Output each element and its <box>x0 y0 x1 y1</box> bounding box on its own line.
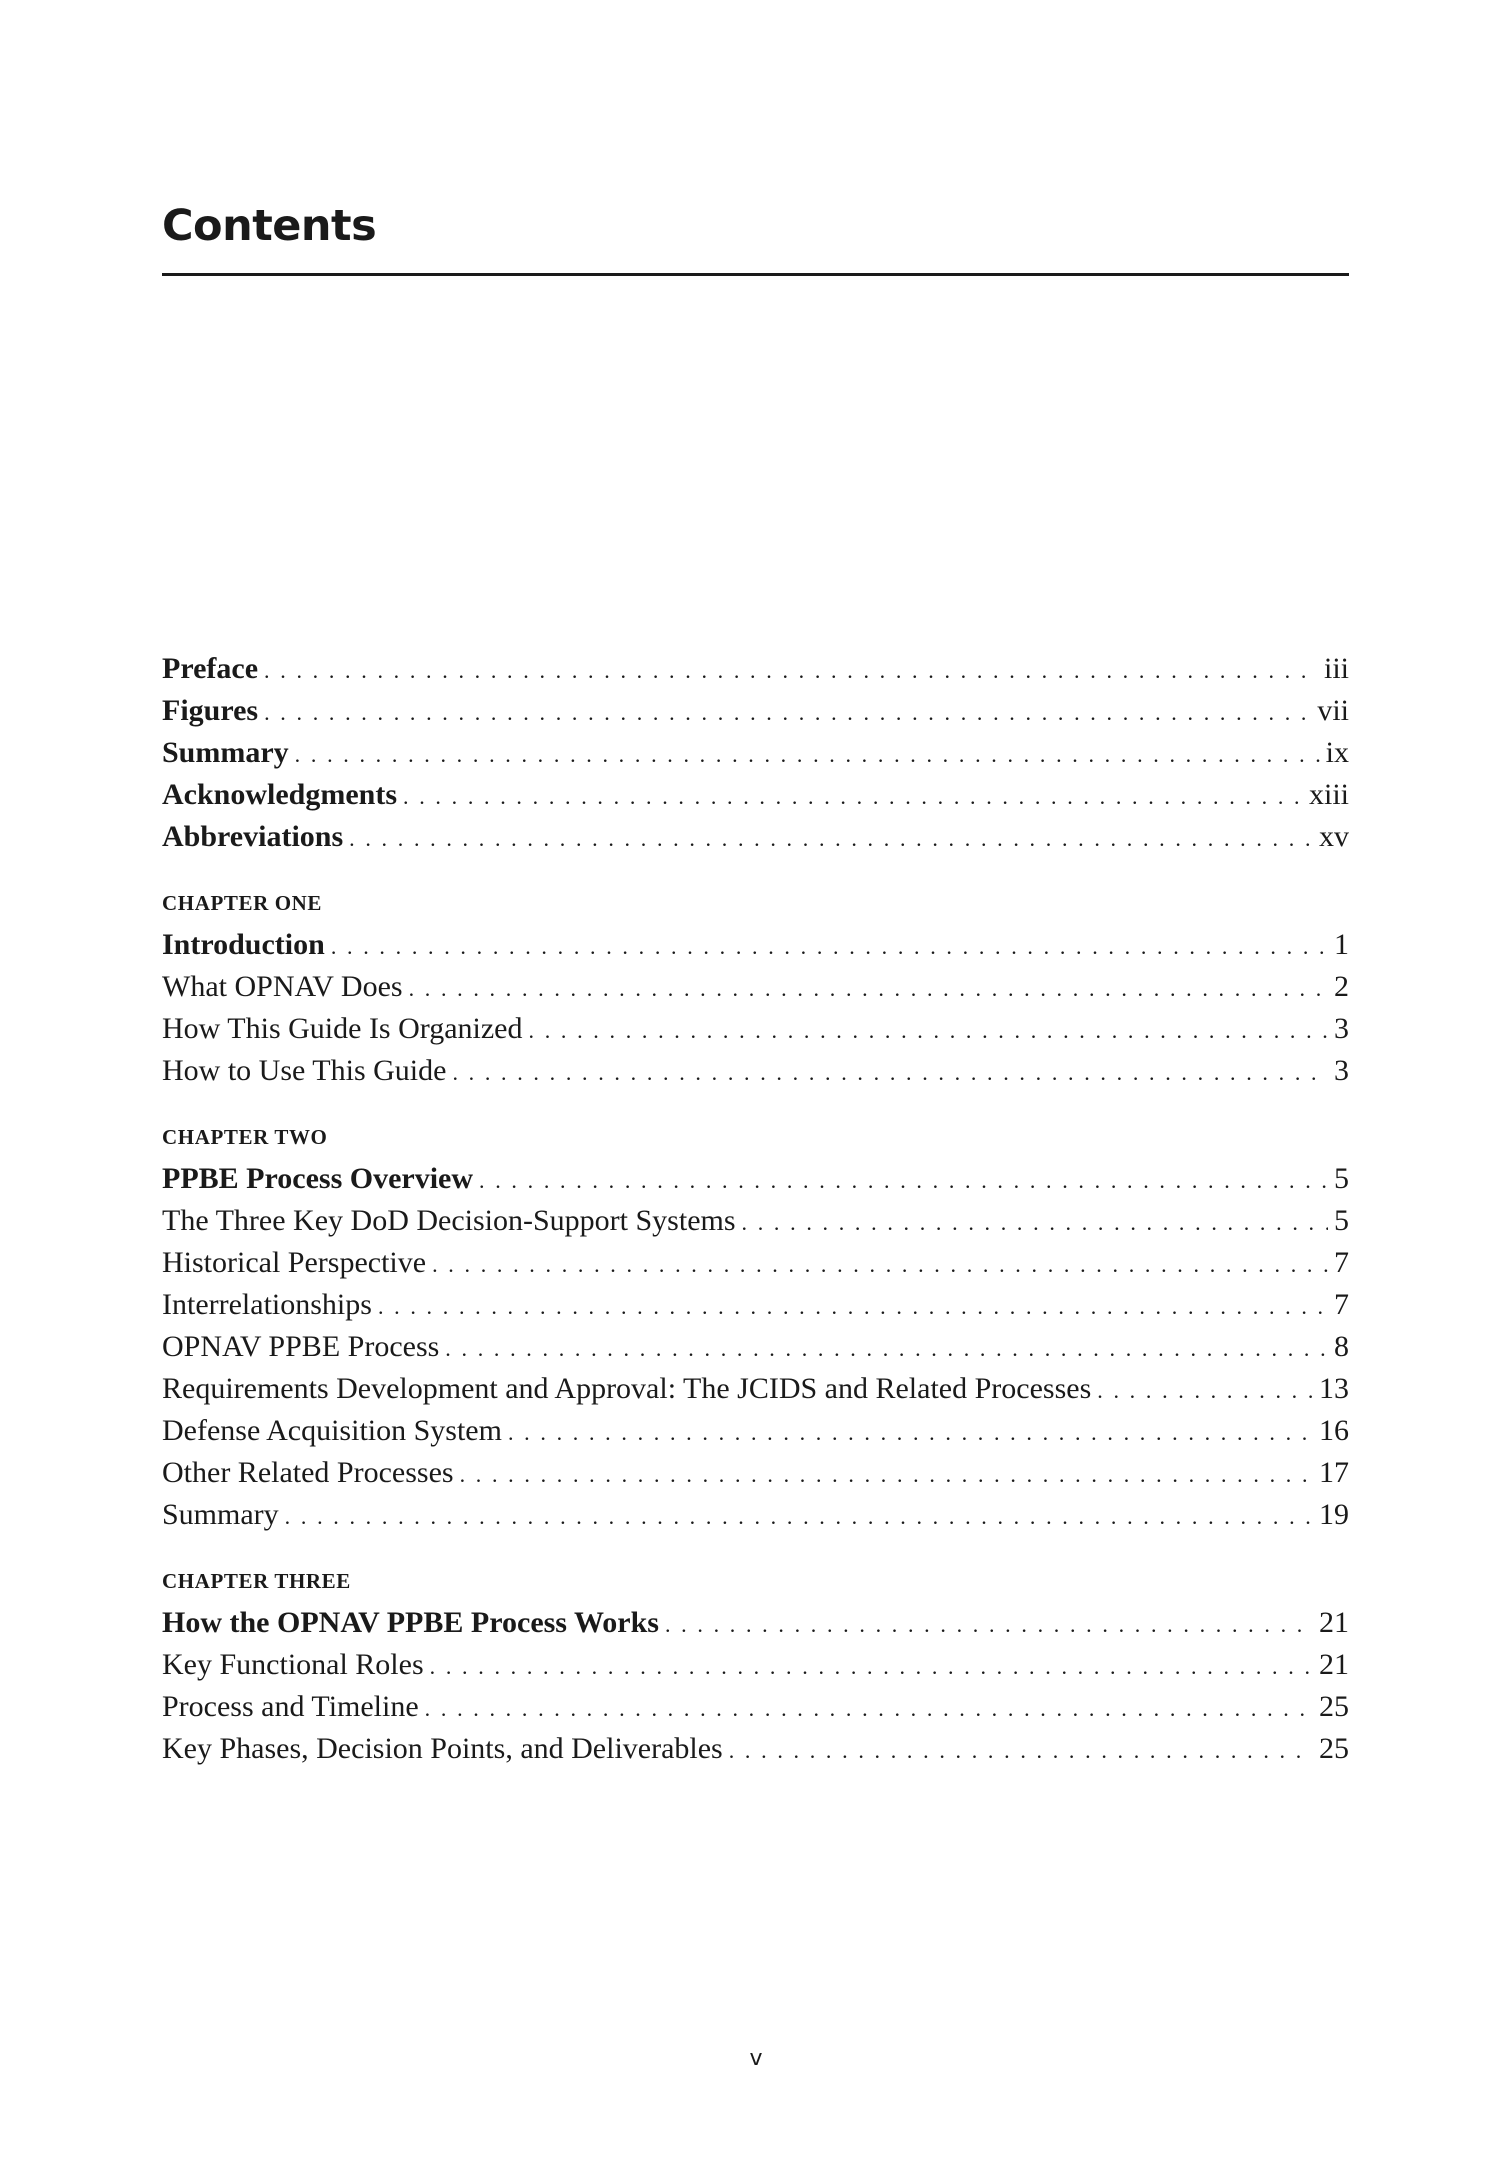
toc-entry-page-number: ix <box>1325 736 1349 769</box>
dot-leader <box>479 1160 1328 1202</box>
toc-entry-page-number: 5 <box>1334 1204 1349 1237</box>
chapter-group <box>162 888 1349 1092</box>
toc-entry-title: Acknowledgments <box>162 778 398 811</box>
toc-entry[interactable] <box>162 1050 1349 1092</box>
dot-leader <box>430 1646 1313 1688</box>
toc-entry[interactable] <box>162 1410 1349 1452</box>
dot-leader <box>331 926 1328 968</box>
toc-entry[interactable] <box>162 690 1349 732</box>
toc-entry[interactable] <box>162 1326 1349 1368</box>
dot-leader <box>460 1454 1313 1496</box>
toc-entry[interactable] <box>162 1452 1349 1494</box>
toc-entry[interactable] <box>162 816 1349 858</box>
toc-entry-title: How to Use This Guide <box>162 1054 447 1087</box>
chapter-group <box>162 1566 1349 1770</box>
toc-entry[interactable] <box>162 966 1349 1008</box>
toc-entry-page-number: 17 <box>1319 1456 1349 1489</box>
toc-entry-title: Historical Perspective <box>162 1246 427 1279</box>
chapter-label: CHAPTER TWO <box>162 1125 328 1149</box>
page-title: Contents <box>162 201 377 251</box>
dot-leader <box>452 1052 1328 1094</box>
toc-entry[interactable] <box>162 1200 1349 1242</box>
toc-entry-page-number: vii <box>1317 694 1349 727</box>
table-of-contents <box>162 648 1349 1770</box>
dot-leader <box>295 734 1320 776</box>
toc-entry-page-number: 2 <box>1334 970 1349 1003</box>
toc-entry[interactable] <box>162 1644 1349 1686</box>
dot-leader <box>432 1244 1328 1286</box>
toc-entry-title: Key Phases, Decision Points, and Deliverables <box>162 1732 723 1765</box>
front-matter-group <box>162 648 1349 858</box>
dot-leader <box>264 650 1318 692</box>
toc-entry-page-number: 3 <box>1334 1012 1349 1045</box>
chapter-label: CHAPTER THREE <box>162 1569 351 1593</box>
toc-entry[interactable] <box>162 1728 1349 1770</box>
toc-entry-page-number: iii <box>1323 652 1349 685</box>
dot-leader <box>1097 1370 1313 1412</box>
toc-entry-page-number: 13 <box>1319 1372 1349 1405</box>
dot-leader <box>508 1412 1313 1454</box>
toc-entry-page-number: 8 <box>1334 1330 1349 1363</box>
toc-entry-page-number: 1 <box>1334 928 1349 961</box>
dot-leader <box>445 1328 1328 1370</box>
toc-entry[interactable] <box>162 1008 1349 1050</box>
toc-entry-page-number: 21 <box>1319 1606 1349 1639</box>
toc-entry-title: How This Guide Is Organized <box>162 1012 523 1045</box>
toc-entry-title: Introduction <box>162 928 325 961</box>
dot-leader <box>409 968 1328 1010</box>
toc-entry-title: Other Related Processes <box>162 1456 454 1489</box>
toc-entry-title: Summary <box>162 1498 279 1531</box>
dot-leader <box>349 818 1313 860</box>
dot-leader <box>729 1730 1313 1772</box>
toc-entry[interactable] <box>162 1686 1349 1728</box>
toc-entry-title: Figures <box>162 694 259 727</box>
toc-entry-page-number: 25 <box>1319 1732 1349 1765</box>
toc-entry-title: OPNAV PPBE Process <box>162 1330 440 1363</box>
title-rule <box>162 273 1349 276</box>
toc-entry[interactable] <box>162 648 1349 690</box>
toc-entry-title: Process and Timeline <box>162 1690 419 1723</box>
toc-entry-title: Interrelationships <box>162 1288 372 1321</box>
toc-entry[interactable] <box>162 1158 1349 1200</box>
toc-entry-title: Requirements Development and Approval: The JCIDS and Related Processes <box>162 1372 1092 1405</box>
toc-entry-page-number: 16 <box>1319 1414 1349 1447</box>
toc-entry-title: Preface <box>162 652 259 685</box>
toc-entry-page-number: 19 <box>1319 1498 1349 1531</box>
toc-entry-page-number: 5 <box>1334 1162 1349 1195</box>
dot-leader <box>529 1010 1329 1052</box>
chapter-label: CHAPTER ONE <box>162 891 323 915</box>
dot-leader <box>665 1604 1313 1646</box>
page-number: v <box>749 2046 763 2071</box>
toc-entry-page-number: 7 <box>1334 1246 1349 1279</box>
toc-entry[interactable] <box>162 1602 1349 1644</box>
dot-leader <box>264 692 1311 734</box>
toc-entry-title: How the OPNAV PPBE Process Works <box>162 1606 659 1639</box>
toc-entry-page-number: 25 <box>1319 1690 1349 1723</box>
toc-entry[interactable] <box>162 1368 1349 1410</box>
toc-entry-page-number: xiii <box>1308 778 1349 811</box>
dot-leader <box>378 1286 1328 1328</box>
dot-leader <box>403 776 1303 818</box>
chapter-group <box>162 1122 1349 1536</box>
toc-entry-title: Abbreviations <box>162 820 344 853</box>
toc-entry-page-number: 7 <box>1334 1288 1349 1321</box>
dot-leader <box>285 1496 1313 1538</box>
toc-entry[interactable] <box>162 774 1349 816</box>
toc-entry-page-number: xv <box>1319 820 1349 853</box>
toc-entry-title: PPBE Process Overview <box>162 1162 474 1195</box>
toc-entry-title: What OPNAV Does <box>162 970 403 1003</box>
toc-entry-title: Summary <box>162 736 289 769</box>
toc-entry-title: Defense Acquisition System <box>162 1414 502 1447</box>
toc-entry[interactable] <box>162 1242 1349 1284</box>
toc-entry[interactable] <box>162 1284 1349 1326</box>
toc-entry-page-number: 21 <box>1319 1648 1349 1681</box>
toc-entry-title: The Three Key DoD Decision-Support Systems <box>162 1204 736 1237</box>
toc-entry[interactable] <box>162 1494 1349 1536</box>
toc-entry-page-number: 3 <box>1334 1054 1349 1087</box>
toc-entry[interactable] <box>162 732 1349 774</box>
dot-leader <box>425 1688 1313 1730</box>
toc-entry-title: Key Functional Roles <box>162 1648 424 1681</box>
dot-leader <box>742 1202 1328 1244</box>
toc-entry[interactable] <box>162 924 1349 966</box>
